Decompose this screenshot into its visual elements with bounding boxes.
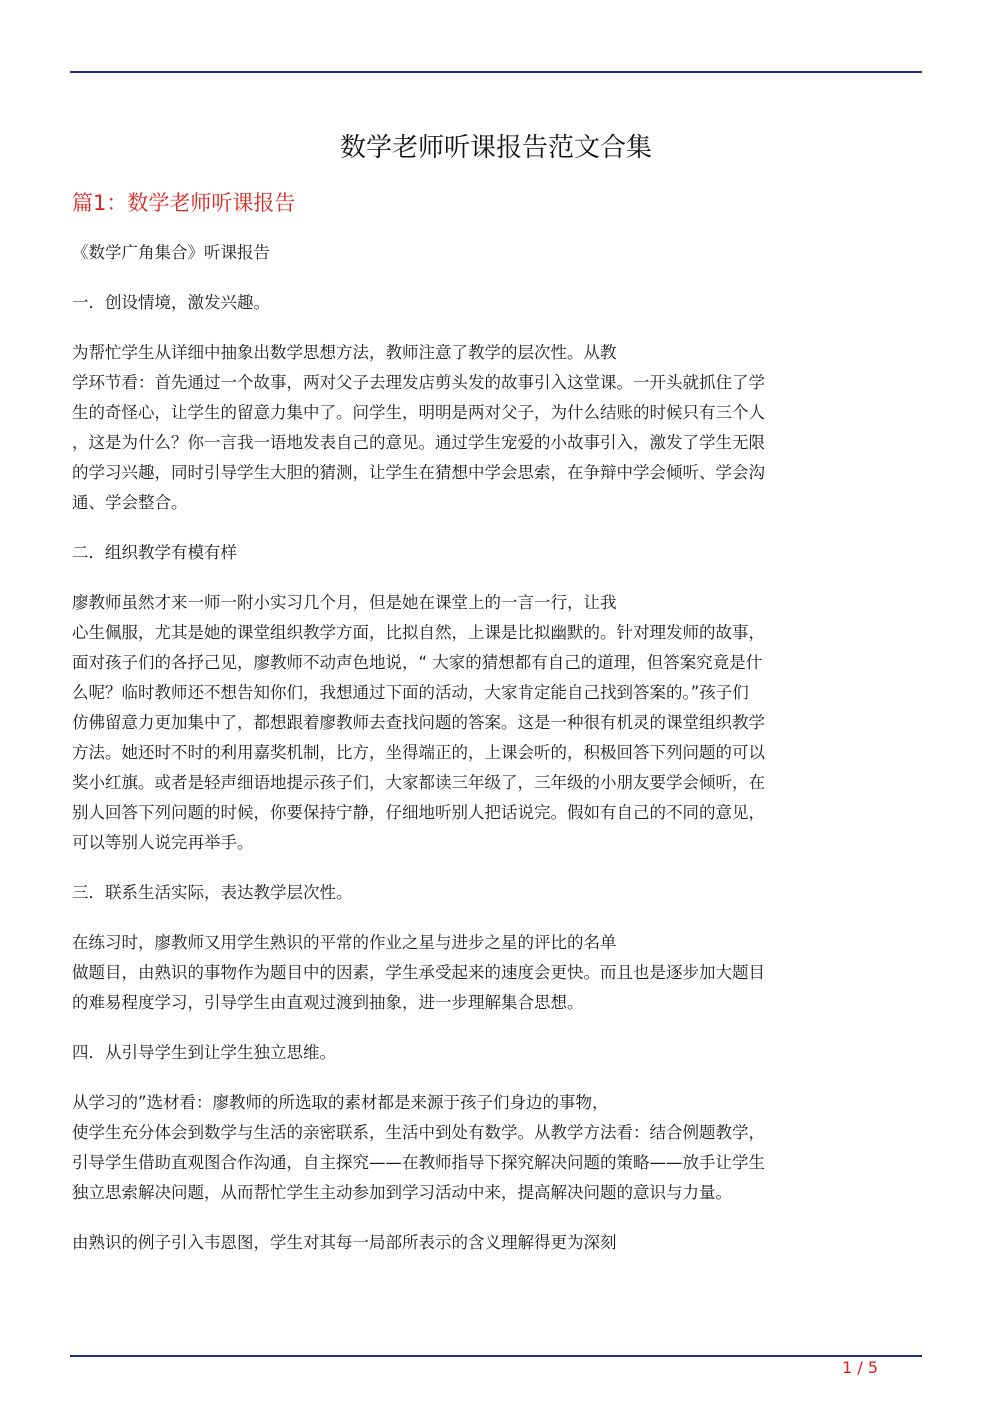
paragraph-line: 四．从引导学生到让学生独立思维。 <box>72 1043 336 1062</box>
paragraph-line: 做题目，由熟识的事物作为题目中的因素，学生承受起来的速度会更快。而且也是逐步加大题目 <box>72 963 765 982</box>
paragraph-line: 在练习时，廖教师又用学生熟识的平常的作业之星与进步之星的评比的名单 <box>72 933 617 952</box>
body-paragraph <box>72 928 914 1018</box>
paragraph-line: 的学习兴趣，同时引导学生大胆的猜测，让学生在猜想中学会思索，在争辩中学会倾听、学会沟 <box>72 463 765 482</box>
paragraph-line: 可以等别人说完再举手。 <box>72 833 254 852</box>
footer-rule <box>70 1355 922 1357</box>
body-paragraph <box>72 588 914 858</box>
body-paragraph <box>72 1038 914 1068</box>
paragraph-line: 为帮忙学生从详细中抽象出数学思想方法，教师注意了教学的层次性。从教 <box>72 343 617 362</box>
header-rule <box>70 71 922 73</box>
paragraph-line: 廖教师虽然才来一师一附小实习几个月，但是她在课堂上的一言一行，让我 <box>72 593 617 612</box>
paragraph-line: 《数学广角集合》听课报告 <box>72 243 270 262</box>
paragraph-line: 三．联系生活实际，表达教学层次性。 <box>72 883 353 902</box>
paragraph-line: 学环节看：首先通过一个故事，两对父子去理发店剪头发的故事引入这堂课。一开头就抓住了学 <box>72 373 765 392</box>
paragraph-line: 心生佩服，尤其是她的课堂组织教学方面，比拟自然，上课是比拟幽默的。针对理发师的故事， <box>72 623 765 642</box>
paragraph-line: ，这是为什么？你一言我一语地发表自己的意见。通过学生宠爱的小故事引入，激发了学生无限 <box>72 433 765 452</box>
paragraph-line: 奖小红旗。或者是轻声细语地提示孩子们，大家都读三年级了，三年级的小朋友要学会倾听，在 <box>72 773 765 792</box>
document-title: 数学老师听课报告范文合集 <box>339 133 652 163</box>
body-paragraph <box>72 238 914 268</box>
body-paragraph <box>72 538 914 568</box>
body-paragraph <box>72 1088 914 1208</box>
paragraph-line: 引导学生借助直观图合作沟通，自主探究——在教师指导下探究解决问题的策略——放手让学生 <box>72 1153 765 1172</box>
section-heading: 篇1：数学老师听课报告 <box>72 191 296 215</box>
body-paragraph <box>72 878 914 908</box>
paragraph-line: 一．创设情境，激发兴趣。 <box>72 293 270 312</box>
paragraph-line: 方法。她还时不时的利用嘉奖机制，比方，坐得端正的，上课会听的，积极回答下列问题的可以 <box>72 743 765 762</box>
paragraph-line: 使学生充分体会到数学与生活的亲密联系，生活中到处有数学。从教学方法看：结合例题教学， <box>72 1123 765 1142</box>
paragraph-line: 么呢？临时教师还不想告知你们，我想通过下面的活动，大家肯定能自己找到答案的。”孩子们 <box>72 683 749 702</box>
paragraph-line: 面对孩子们的各抒己见，廖教师不动声色地说，“ 大家的猜想都有自己的道理，但答案究竟是什 <box>72 653 763 672</box>
document-body <box>72 238 914 1278</box>
paragraph-line: 生的奇怪心，让学生的留意力集中了。问学生，明明是两对父子，为什么结账的时候只有三个人 <box>72 403 765 422</box>
body-paragraph <box>72 338 914 518</box>
paragraph-line: 从学习的”选材看：廖教师的所选取的素材都是来源于孩子们身边的事物， <box>72 1093 609 1112</box>
paragraph-line: 二．组织教学有模有样 <box>72 543 237 562</box>
body-paragraph <box>72 1228 914 1258</box>
paragraph-line: 的难易程度学习，引导学生由直观过渡到抽象，进一步理解集合思想。 <box>72 993 584 1012</box>
paragraph-line: 独立思索解决问题，从而帮忙学生主动参加到学习活动中来，提高解决问题的意识与力量。 <box>72 1183 732 1202</box>
paragraph-line: 通、学会整合。 <box>72 493 188 512</box>
paragraph-line: 仿佛留意力更加集中了，都想跟着廖教师去查找问题的答案。这是一种很有机灵的课堂组织教学 <box>72 713 765 732</box>
page-number: 1 / 5 <box>842 1358 878 1377</box>
paragraph-line: 由熟识的例子引入韦恩图，学生对其每一局部所表示的含义理解得更为深刻 <box>72 1233 617 1252</box>
body-paragraph <box>72 288 914 318</box>
paragraph-line: 别人回答下列问题的时候，你要保持宁静，仔细地听别人把话说完。假如有自己的不同的意见， <box>72 803 765 822</box>
